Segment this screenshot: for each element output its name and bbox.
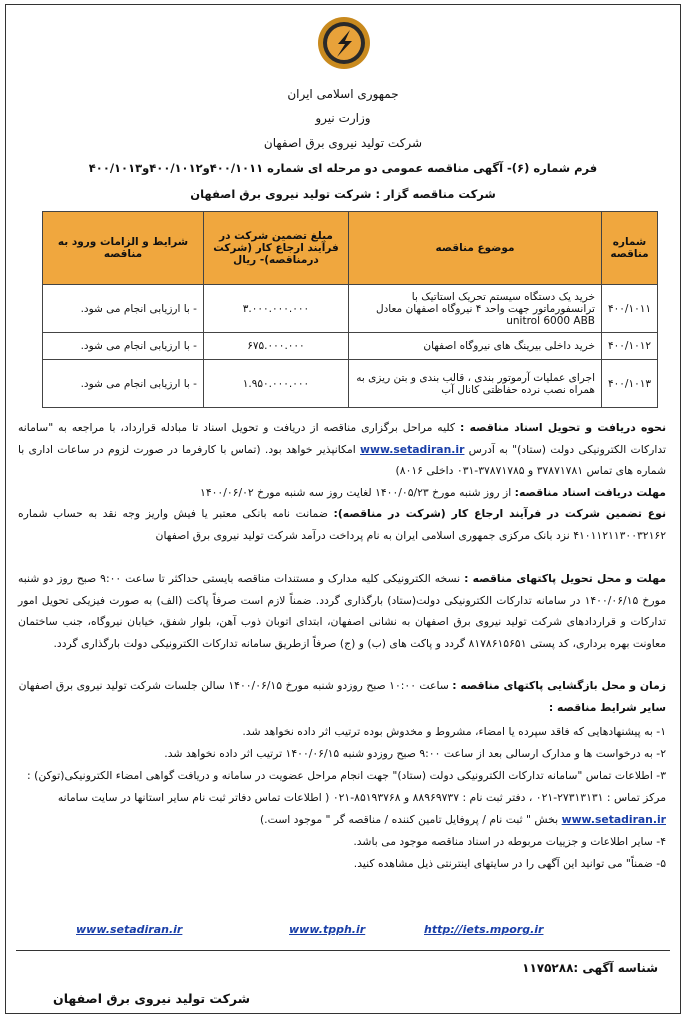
opening-text: ساعت ۱۰:۰۰ صبح روزدو شنبه مورخ ۱۴۰۰/۰۶/۱۵ سالن جلسات شرکت تولید نیروی برق اصفهان [18,679,449,692]
ministry-title: وزارت نیرو [315,111,371,125]
sites-row [6,923,680,941]
table-header-row [43,212,658,285]
deadline-section [18,482,666,504]
receive-text-2: امکانپذیر خواهد بود. (تماس با کارفرما در صورت لزوم در ساعات اداری با شماره های تماس ۳۷۸۷۱۷۸۱ و ۳۷۸۷۱۷۸۵-۰۳۱ داخلی ۸۰۱۶) [18,442,666,477]
divider [16,950,670,951]
row-subject: اجرای عملیات آرموتور بندی ، قالب بندی و بتن ریزی به همراه نصب نرده حفاظتی کانال آب [348,360,601,408]
row-number: ۴۰۰/۱۰۱۳ [601,360,657,408]
row-conditions: - با ارزیابی انجام می شود. [43,360,204,408]
opening-section [18,675,666,697]
tender-table [42,211,658,408]
table-row [43,285,658,333]
ad-id: شناسه آگهی :۱۱۷۵۲۸۸ [522,961,658,975]
row-amount: ۳.۰۰۰.۰۰۰.۰۰۰ [203,285,348,333]
site-link-setad[interactable]: www.setadiran.ir [76,923,183,936]
header-number: شماره مناقصه [601,212,657,285]
header-amount: مبلغ تضمین شرکت در فرآیند ارجاع کار (شرکت درمناقصه)- ریال [203,212,348,285]
list-item: ۴- سایر اطلاعات و جزییات مربوطه در اسناد مناقصه موجود می باشد. [353,835,666,848]
row-subject: خرید یک دستگاه سیستم تحریک استاتیک با ترانسفورماتور جهت واحد ۴ نیروگاه اصفهان معادل unitrol 6000 ABB [348,285,601,333]
header-conditions: شرایط و الزامات ورود به مناقصه [43,212,204,285]
delivery-title: مهلت و محل تحویل پاکتهای مناقصه : [464,572,667,585]
row-number: ۴۰۰/۱۰۱۱ [601,285,657,333]
table-row [43,333,658,360]
list-item: ۳- اطلاعات تماس "سامانه تدارکات الکترونیکی دولت (ستاد)" جهت انجام مراحل عضویت در سامانه و دریافت گواهی امضاء الکترونیکی(توکن) : مرکز تماس : ۲۷۳۱۳۱۳۱-۰۲۱ ، دفتر ثبت نام : ۸۸۹۶۹۷۳۷ و ۸۵۱۹۳۷۶۸-۰۲۱ ( اطلاعات تماس دفاتر ثبت نام سایر استانها در سایت سامانه www.setadiran.ir بخش " ثبت نام / پروفایل تامین کننده / مناقصه گر " موجود است.) [27,769,666,826]
receive-title: نحوه دریافت و تحویل اسناد مناقصه : [460,421,666,434]
delivery-text: نسخه الکترونیکی کلیه مدارک و مستندات مناقصه بایستی حداکثر تا ساعت ۹:۰۰ صبح روز دو شنبه مورخ ۱۴۰۰/۰۶/۱۵ در سامانه تدارکات الکترونیکی دولت(ستاد) بارگذاری گردد. ضمناً لازم است صرفاً پاکت (الف) به صورت فیزیکی تحویل امور تدارکات و قراردادهای شرکت تولید نیروی برق اصفهان به نشانی اصفهان، ابتدای اتوبان ذوب آهن، بلوار شفق، خیابان نیروگاه، جنب ساختمان معاونت بهره برداری، کد پستی ۸۱۷۸۶۱۵۶۵۱ گردد و پاکت های (ب) و (ج) صرفاً ازطریق سامانه تدارکات الکترونیکی دولت بارگذاری گردد. [18,572,666,650]
list-item: ۱- به پیشنهادهایی که فاقد سپرده یا امضاء، مشروط و مخدوش بوده ترتیب اثر داده نخواهد شد. [242,725,666,738]
deadline-title: مهلت دریافت اسناد مناقصه: [514,486,666,499]
deadline-text: از روز شنبه مورخ ۱۴۰۰/۰۵/۲۳ لغایت روز سه شنبه مورخ ۱۴۰۰/۰۶/۰۲ [200,486,512,499]
list-item: ۵- ضمناً" می توانید این آگهی را در سایتهای اینترنتی ذیل مشاهده کنید. [353,857,666,870]
table-row [43,360,658,408]
row-subject: خرید داخلی بیرینگ های نیروگاه اصفهان [348,333,601,360]
receive-section [18,417,666,482]
setad-link[interactable]: www.setadiran.ir [360,442,465,456]
footer-company: شرکت تولید نیروی برق اصفهان [53,991,250,1006]
opening-title: زمان و محل بازگشایی پاکتهای مناقصه : [452,679,666,692]
header-subject: موضوع مناقصه [348,212,601,285]
setad-link-2[interactable]: www.setadiran.ir [561,813,666,826]
row-amount: ۱.۹۵۰.۰۰۰.۰۰۰ [203,360,348,408]
row-conditions: - با ارزیابی انجام می شود. [43,285,204,333]
site-link-iets[interactable]: http://iets.mporg.ir [424,923,544,936]
delivery-section [18,568,666,654]
receive-text-1: کلیه مراحل برگزاری مناقصه از دریافت و تحویل اسناد تا مبادله قرارداد، با مراجعه به "سامانه تدارکات الکترونیکی دولت (ستاد)" به آدرس [18,421,667,456]
company-logo-icon [316,15,372,71]
form-title: فرم شماره (۶)- آگهی مناقصه عمومی دو مرحله ای شماره ۴۰۰/۱۰۱۱و۴۰۰/۱۰۱۲و۴۰۰/۱۰۱۳ [88,161,598,175]
row-number: ۴۰۰/۱۰۱۲ [601,333,657,360]
other-conditions-title: سایر شرایط مناقصه : [548,701,666,714]
site-link-tpph[interactable]: www.tpph.ir [289,923,366,936]
guarantee-section [18,503,666,546]
guarantee-text: ضمانت نامه بانکی معتبر یا فیش واریز وجه نقد به حساب شماره ۴۱۰۱۱۲۱۱۳۰۰۳۲۱۶۲ نزد بانک مرکزی جمهوری اسلامی ایران به نام پرداخت درآمد شرکت تولید نیروی برق اصفهان [18,507,666,542]
organizer-title: شرکت مناقصه گزار : شرکت تولید نیروی برق اصفهان [190,187,496,201]
list-item: ۲- به درخواست ها و مدارک ارسالی بعد از ساعت ۹:۰۰ صبح روزدو شنبه ۱۴۰۰/۰۶/۱۵ ترتیب اثر داده نخواهد شد. [164,747,666,760]
guarantee-title: نوع تضمین شرکت در فرآیند ارجاع کار (شرکت در مناقصه): [333,507,666,520]
company-title: شرکت تولید نیروی برق اصفهان [263,136,423,150]
row-conditions: - با ارزیابی انجام می شود. [43,333,204,360]
notice-page [5,4,681,1014]
conditions-list [18,721,666,875]
row-amount: ۶۷۵.۰۰۰.۰۰۰ [203,333,348,360]
country-title: جمهوری اسلامی ایران [287,87,399,101]
